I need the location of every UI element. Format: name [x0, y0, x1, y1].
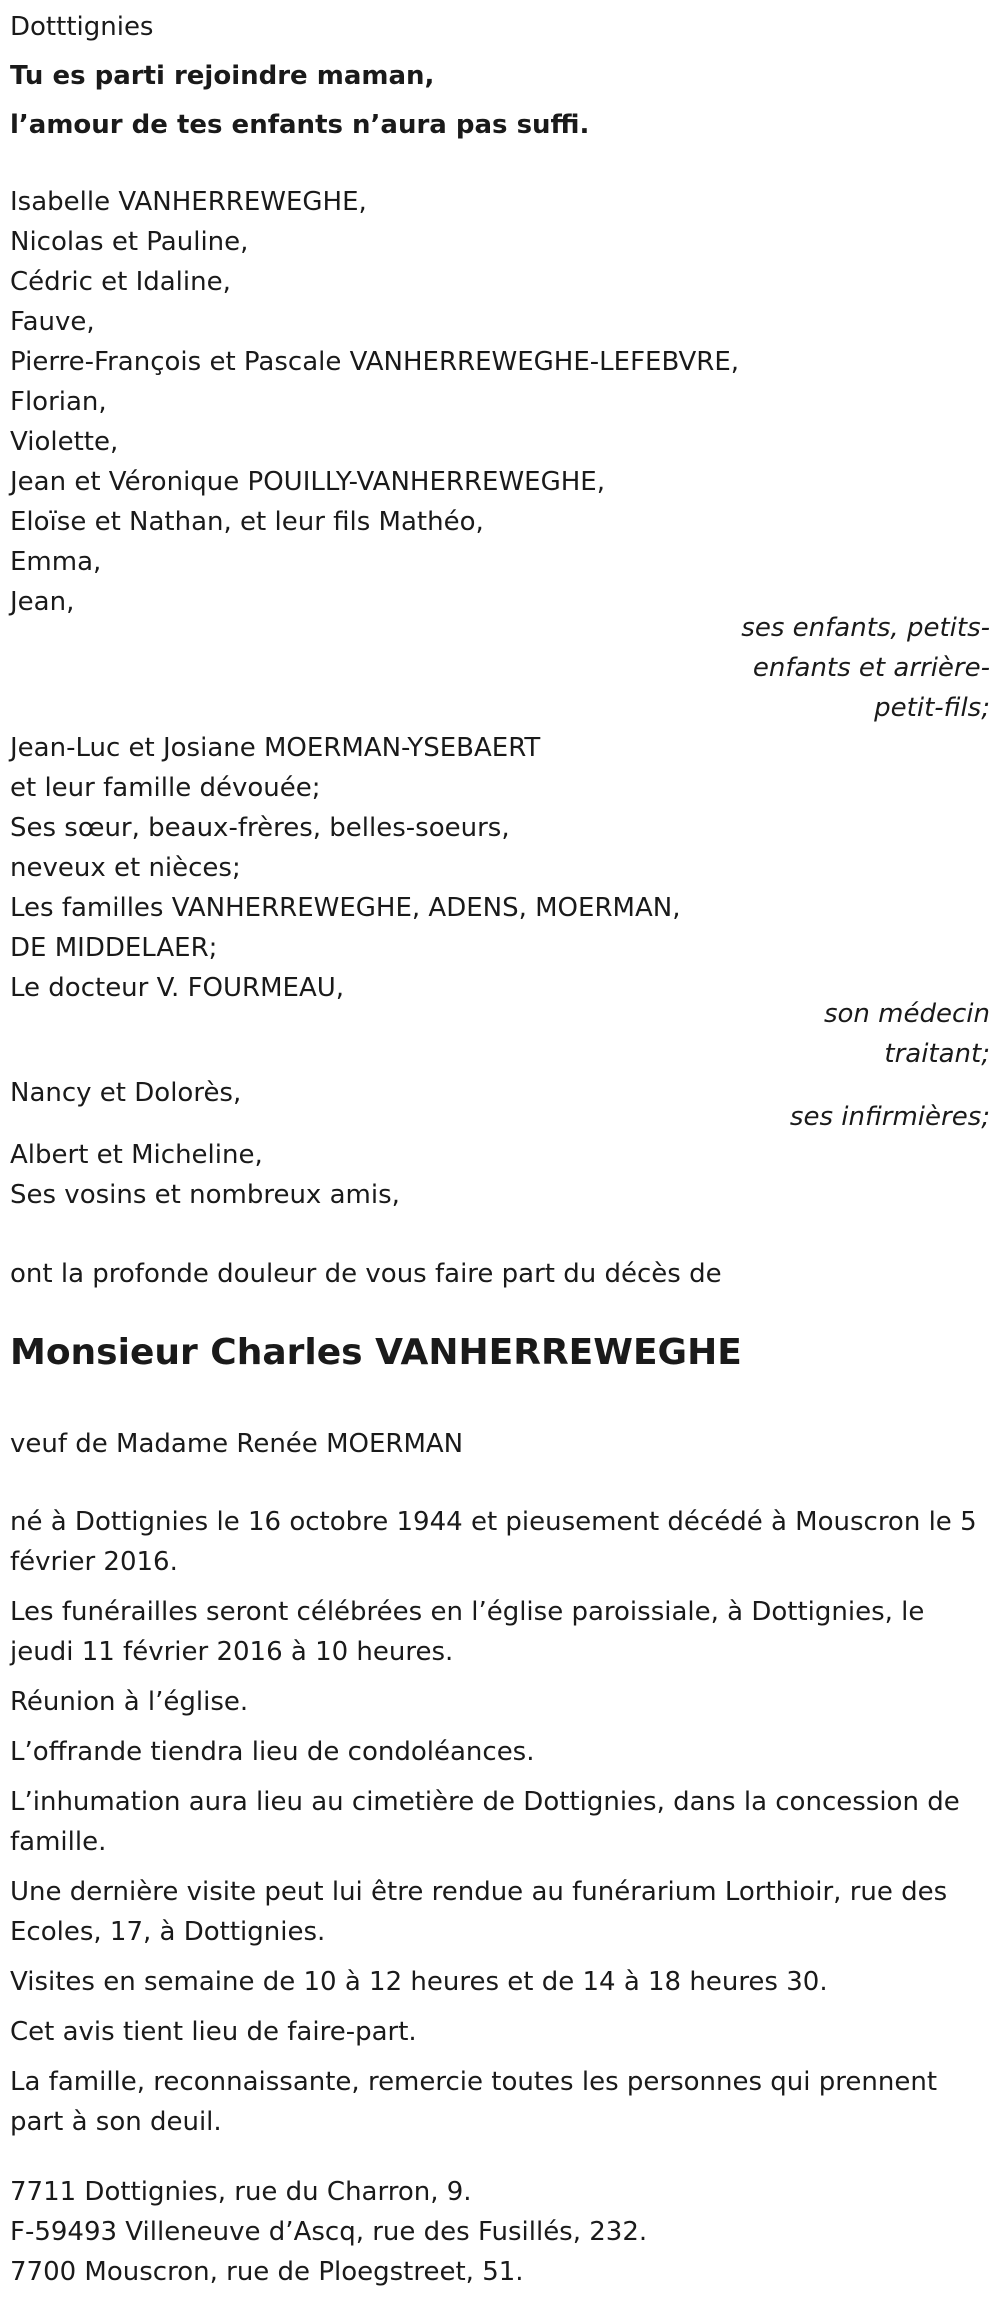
family-line: Le docteur V. FOURMEAU,: [10, 973, 345, 1003]
family-line: Cédric et Idaline,: [10, 267, 231, 297]
widower-of: veuf de Madame Renée MOERMAN: [10, 1429, 464, 1459]
family-list-3: [10, 1135, 990, 1215]
address-line: 7711 Dottignies, rue du Charron, 9.: [10, 2177, 472, 2207]
family-line: neveux et nièces;: [10, 853, 241, 883]
family-line: Jean,: [10, 587, 75, 617]
deceased-name: Monsieur Charles VANHERREWEGHE: [10, 1332, 742, 1373]
announcement: ont la profonde douleur de vous faire part du décès de: [10, 1259, 722, 1289]
role-line: ses enfants, petits-: [741, 613, 990, 643]
address-line: 7700 Mouscron, rue de Ploegstreet, 51.: [10, 2257, 524, 2287]
family-line: DE MIDDELAER;: [10, 933, 218, 963]
family-line: Emma,: [10, 547, 102, 577]
detail-paragraph: Les funérailles seront célébrées en l’église paroissiale, à Dottignies, le jeudi 11 février 2016 à 10 heures.: [10, 1597, 925, 1667]
family-line: Pierre-François et Pascale VANHERREWEGHE-LEFEBVRE,: [10, 347, 740, 377]
detail-paragraph: Une dernière visite peut lui être rendue au funérarium Lorthioir, rue des Ecoles, 17, à Dottignies.: [10, 1877, 948, 1947]
role-nurses: ses infirmières;: [789, 1102, 990, 1132]
role-line: enfants et arrière-: [752, 653, 990, 683]
role-children: [10, 608, 990, 728]
family-line: Ses vosins et nombreux amis,: [10, 1180, 400, 1210]
family-line: Fauve,: [10, 307, 95, 337]
role-doctor: [10, 994, 990, 1074]
family-line: Les familles VANHERREWEGHE, ADENS, MOERMAN,: [10, 893, 681, 923]
family-line: Violette,: [10, 427, 119, 457]
family-list-1: [10, 182, 990, 622]
family-line: Isabelle VANHERREWEGHE,: [10, 187, 367, 217]
family-line: Jean-Luc et Josiane MOERMAN-YSEBAERT: [10, 733, 541, 763]
role-line: petit-fils;: [874, 693, 990, 723]
family-line: Ses sœur, beaux-frères, belles-soeurs,: [10, 813, 510, 843]
poem-line-2: l’amour de tes enfants n’aura pas suffi.: [10, 110, 590, 140]
nurses-line: Nancy et Dolorès,: [10, 1078, 242, 1108]
family-line: Albert et Micheline,: [10, 1140, 263, 1170]
detail-paragraph: Réunion à l’église.: [10, 1687, 249, 1717]
family-line: Florian,: [10, 387, 107, 417]
family-list-2: [10, 728, 990, 1008]
detail-paragraph: Cet avis tient lieu de faire-part.: [10, 2017, 417, 2047]
family-line: et leur famille dévouée;: [10, 773, 321, 803]
addresses: [10, 2172, 990, 2292]
poem-line-1: Tu es parti rejoindre maman,: [10, 61, 435, 91]
detail-paragraph: Visites en semaine de 10 à 12 heures et de 14 à 18 heures 30.: [10, 1967, 828, 1997]
location: Dotttignies: [10, 12, 154, 42]
address-line: F-59493 Villeneuve d’Ascq, rue des Fusillés, 232.: [10, 2217, 648, 2247]
family-line: Jean et Véronique POUILLY-VANHERREWEGHE,: [10, 467, 605, 497]
detail-paragraph: La famille, reconnaissante, remercie toutes les personnes qui prennent part à son deuil.: [10, 2067, 938, 2137]
details: [10, 1502, 990, 2142]
family-line: Eloïse et Nathan, et leur fils Mathéo,: [10, 507, 484, 537]
detail-paragraph: né à Dottignies le 16 octobre 1944 et pieusement décédé à Mouscron le 5 février 2016.: [10, 1507, 977, 1577]
role-line: son médecin: [823, 999, 990, 1029]
detail-paragraph: L’offrande tiendra lieu de condoléances.: [10, 1737, 535, 1767]
role-line: traitant;: [884, 1039, 990, 1069]
family-line: Nicolas et Pauline,: [10, 227, 249, 257]
detail-paragraph: L’inhumation aura lieu au cimetière de Dottignies, dans la concession de famille.: [10, 1787, 960, 1857]
